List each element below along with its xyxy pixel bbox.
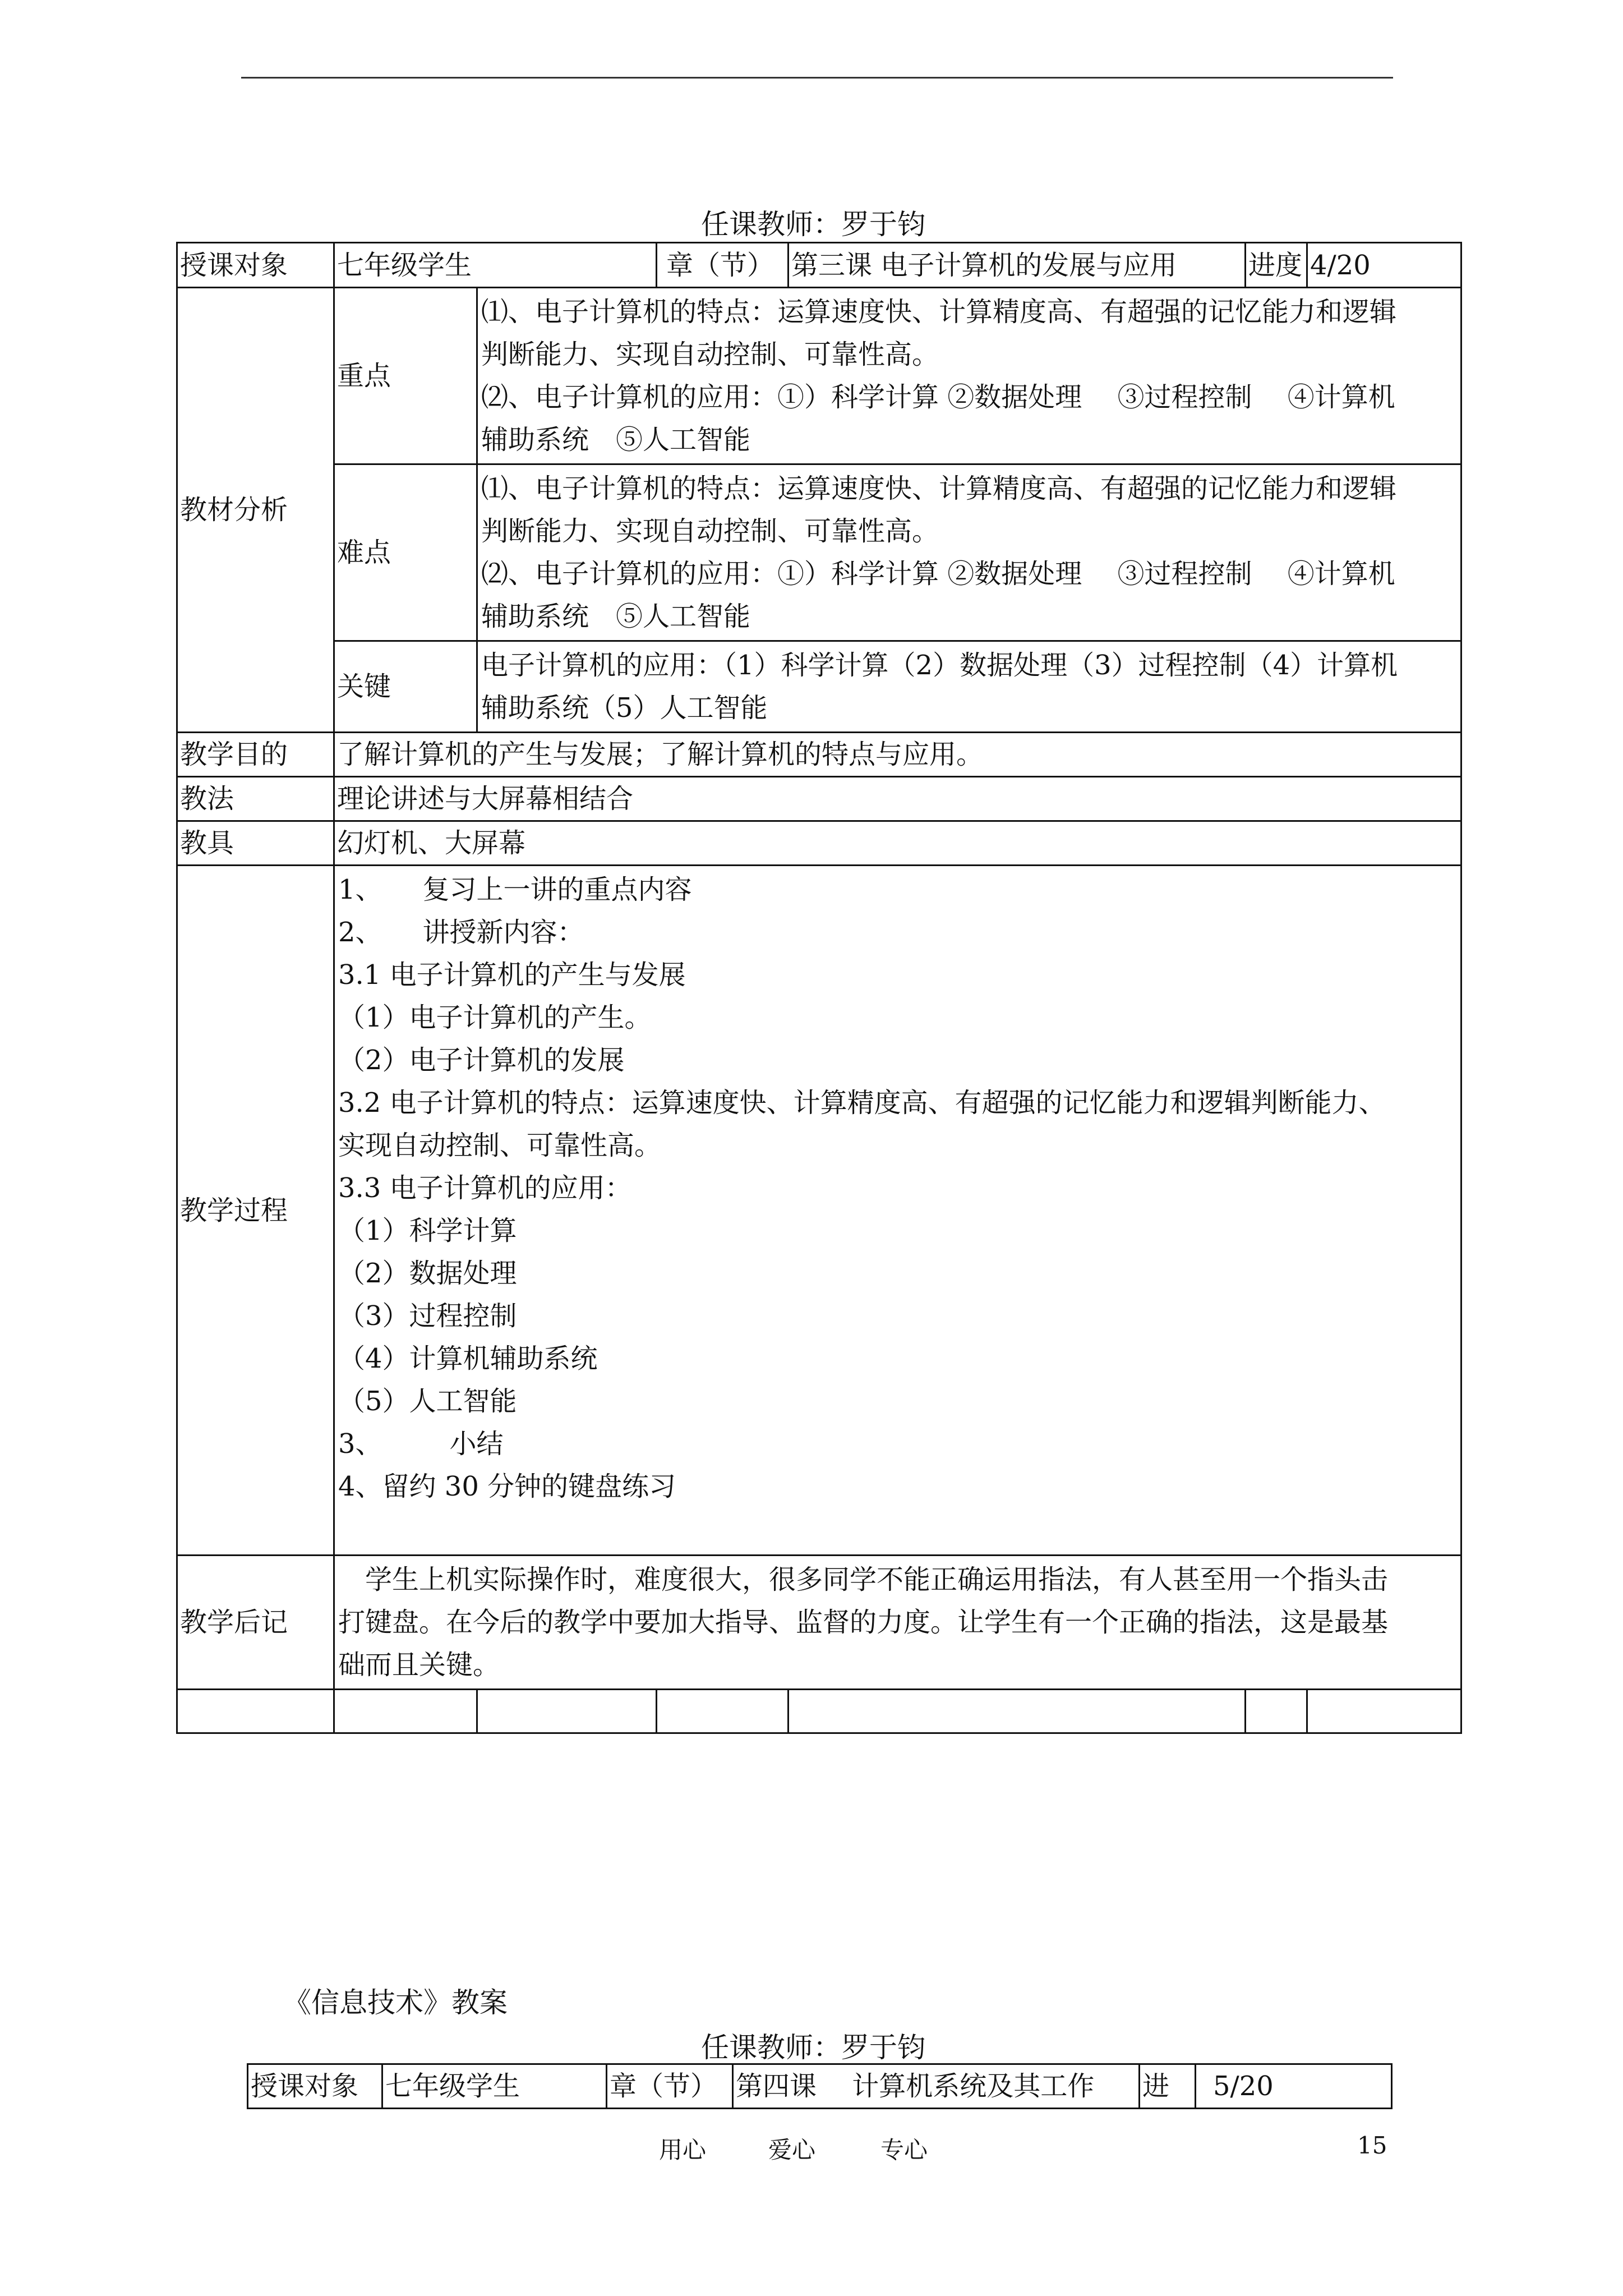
teacher-line-2: 任课教师：罗于钧 [701, 2031, 925, 2064]
key-point-line: 辅助系统 ⑤人工智能 [481, 424, 751, 455]
footer-motto-1: 用心 [659, 2136, 707, 2164]
progress-label: 进度 [1246, 243, 1307, 288]
lesson-plan-table [176, 242, 1462, 1734]
process-line: 3、 小结 [338, 1428, 504, 1460]
key-point-label: 重点 [334, 288, 477, 464]
blank-cell [177, 1690, 334, 1733]
progress-label-2: 进 [1140, 2064, 1196, 2109]
reflection-line: 学生上机实际操作时，难度很大，很多同学不能正确运用指法，有人甚至用一个指头击 [338, 1564, 1389, 1595]
method-label: 教法 [177, 777, 334, 821]
blank-cell [657, 1690, 789, 1733]
key-point-content [477, 288, 1461, 464]
reflection-line: 础而且关键。 [338, 1649, 500, 1681]
process-content [334, 866, 1461, 1556]
teacher-line: 任课教师：罗于钧 [701, 208, 925, 241]
key-point-row [177, 288, 1461, 464]
method-row [177, 777, 1461, 821]
process-label: 教学过程 [177, 866, 334, 1556]
objective-label: 教学目的 [177, 733, 334, 777]
reflection-content [334, 1556, 1461, 1690]
chapter-value-2: 第四课 计算机系统及其工作 [733, 2064, 1140, 2109]
process-line: 3.3 电子计算机的应用： [338, 1172, 632, 1204]
reflection-line: 打键盘。在今后的教学中要加大指导、监督的力度。让学生有一个正确的指法，这是最基 [338, 1607, 1389, 1638]
target-label: 授课对象 [177, 243, 334, 288]
analysis-label: 教材分析 [177, 288, 334, 733]
blank-row [177, 1690, 1461, 1733]
difficult-point-row [177, 464, 1461, 641]
process-line: （4）计算机辅助系统 [338, 1343, 598, 1374]
blank-cell [789, 1690, 1246, 1733]
process-line: （2）电子计算机的发展 [338, 1045, 625, 1076]
chapter-value: 第三课 电子计算机的发展与应用 [789, 243, 1246, 288]
difficult-point-line: ⑵、电子计算机的应用：①）科学计算 ②数据处理 ③过程控制 ④计算机 [481, 558, 1395, 590]
process-line: （1）科学计算 [338, 1215, 517, 1246]
key-point-line: ⑵、电子计算机的应用：①）科学计算 ②数据处理 ③过程控制 ④计算机 [481, 381, 1395, 413]
chapter-label-2: 章（节） [607, 2064, 733, 2109]
key-point-line: ⑴、电子计算机的特点：运算速度快、计算精度高、有超强的记忆能力和逻辑 [481, 296, 1397, 328]
process-line: 2、 讲授新内容： [338, 917, 584, 948]
tools-label: 教具 [177, 821, 334, 866]
header-row-2 [248, 2064, 1392, 2109]
difficult-point-label: 难点 [334, 464, 477, 641]
progress-value-2: 5/20 [1196, 2064, 1392, 2109]
blank-cell [1307, 1690, 1461, 1733]
footer-motto-2: 爱心 [768, 2136, 816, 2164]
process-line: 实现自动控制、可靠性高。 [338, 1130, 662, 1161]
header-rule [241, 77, 1393, 79]
process-line: 4、留约 30 分钟的键盘练习 [338, 1471, 676, 1502]
header-row [177, 243, 1461, 288]
objective-value: 了解计算机的产生与发展；了解计算机的特点与应用。 [334, 733, 1461, 777]
key-point-line: 判断能力、实现自动控制、可靠性高。 [481, 339, 939, 370]
process-line: 1、 复习上一讲的重点内容 [338, 874, 692, 905]
footer-motto-3: 专心 [880, 2136, 928, 2164]
blank-cell [1246, 1690, 1307, 1733]
blank-cell [334, 1690, 477, 1733]
target-value: 七年级学生 [334, 243, 657, 288]
tools-row [177, 821, 1461, 866]
tools-value: 幻灯机、大屏幕 [334, 821, 1461, 866]
difficult-point-line: ⑴、电子计算机的特点：运算速度快、计算精度高、有超强的记忆能力和逻辑 [481, 473, 1397, 504]
critical-point-content [477, 641, 1461, 733]
reflection-label: 教学后记 [177, 1556, 334, 1690]
process-line: （1）电子计算机的产生。 [338, 1002, 652, 1033]
process-line: 3.2 电子计算机的特点：运算速度快、计算精度高、有超强的记忆能力和逻辑判断能力、 [338, 1087, 1386, 1119]
target-value-2: 七年级学生 [382, 2064, 607, 2109]
process-row [177, 866, 1461, 1556]
difficult-point-content [477, 464, 1461, 641]
critical-point-row [177, 641, 1461, 733]
difficult-point-line: 辅助系统 ⑤人工智能 [481, 601, 751, 632]
chapter-label: 章（节） [657, 243, 789, 288]
critical-point-label: 关键 [334, 641, 477, 733]
document-title: 《信息技术》教案 [283, 1986, 508, 2019]
process-line: （5）人工智能 [338, 1386, 517, 1417]
progress-value: 4/20 [1307, 243, 1461, 288]
objective-row [177, 733, 1461, 777]
process-line: （3）过程控制 [338, 1300, 517, 1332]
process-line: 3.1 电子计算机的产生与发展 [338, 959, 686, 991]
target-label-2: 授课对象 [248, 2064, 382, 2109]
difficult-point-line: 判断能力、实现自动控制、可靠性高。 [481, 516, 939, 547]
critical-point-line: 辅助系统（5）人工智能 [481, 692, 768, 724]
method-value: 理论讲述与大屏幕相结合 [334, 777, 1461, 821]
process-line: （2）数据处理 [338, 1258, 517, 1289]
lesson-plan-table-2 [247, 2063, 1393, 2109]
blank-cell [477, 1690, 657, 1733]
reflection-row [177, 1556, 1461, 1690]
critical-point-line: 电子计算机的应用：（1）科学计算（2）数据处理（3）过程控制（4）计算机 [481, 650, 1398, 681]
page-number: 15 [1357, 2132, 1387, 2159]
